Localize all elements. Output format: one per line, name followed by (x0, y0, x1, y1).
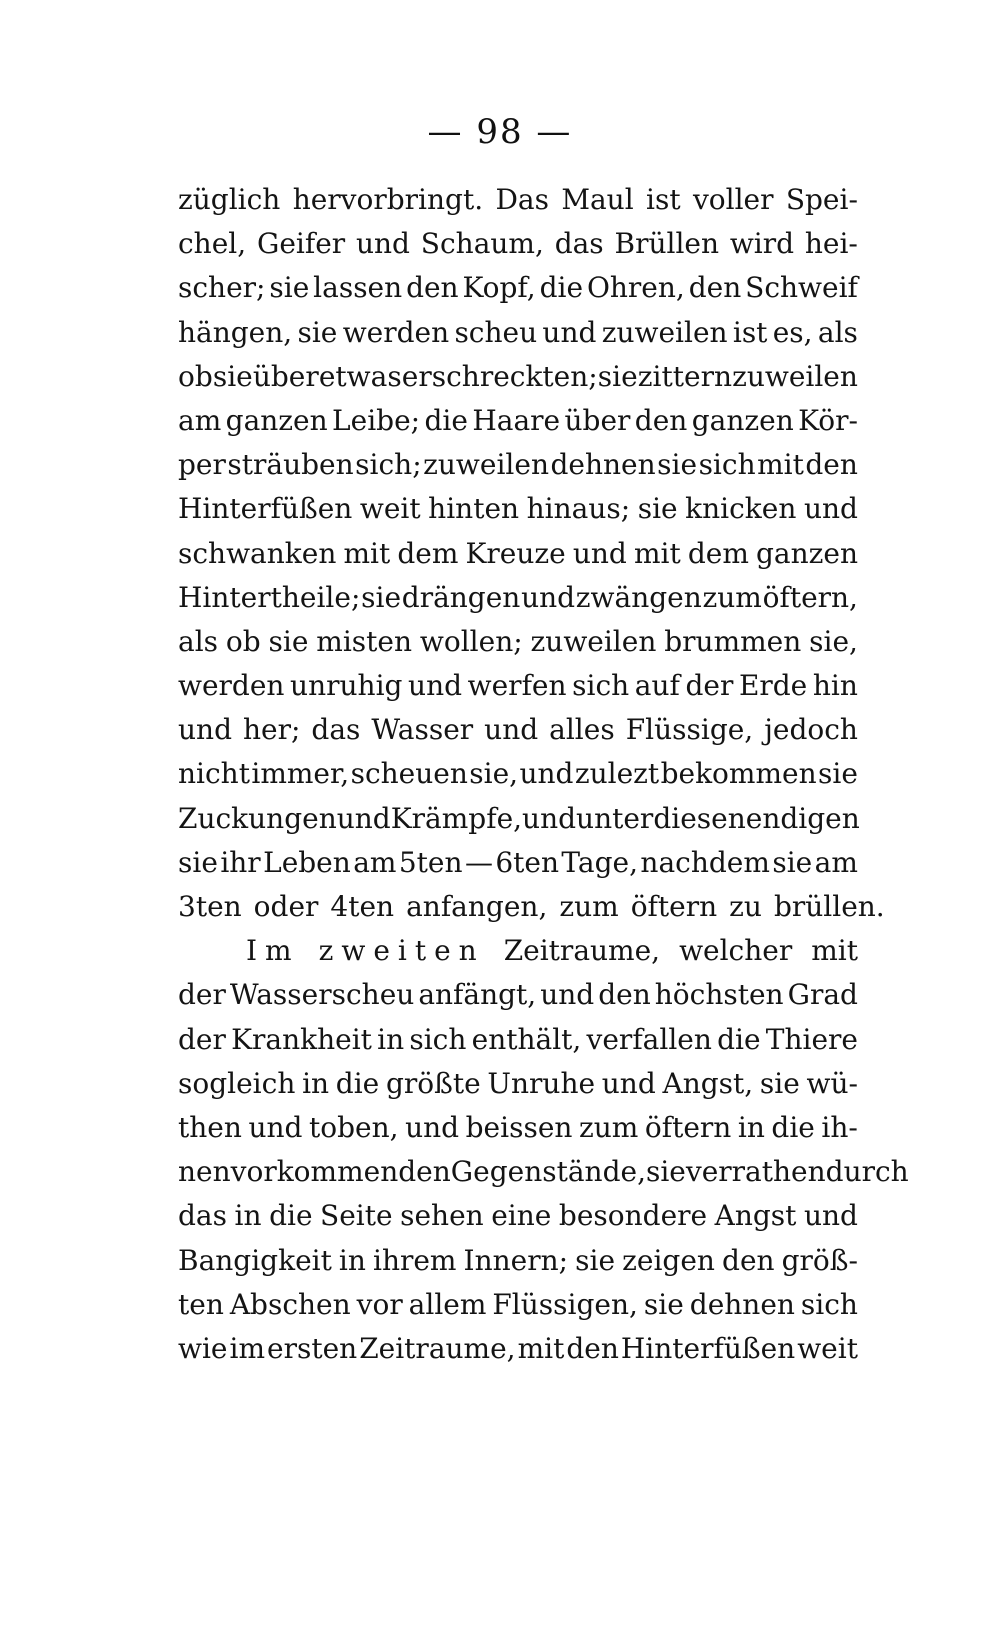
word: größ- (781, 1243, 858, 1277)
word: Hinterfüßen (620, 1331, 796, 1365)
word: und (408, 669, 463, 703)
word: diesen (653, 801, 746, 835)
word: als (178, 624, 219, 658)
word: zum (559, 890, 619, 923)
word: den (805, 448, 858, 482)
text-line (178, 487, 858, 531)
word: sehen (400, 1199, 484, 1233)
word: im (229, 1331, 266, 1365)
word: Erde (738, 669, 808, 703)
word: sie (361, 580, 402, 614)
word: Zeitraume, (503, 934, 661, 968)
word: mit (757, 448, 804, 482)
word: wird (729, 227, 795, 261)
word: verrathen (685, 1155, 826, 1189)
word: über (564, 403, 631, 437)
word: weit (797, 1331, 858, 1365)
word: ganzen (225, 403, 328, 437)
word: immer, (251, 757, 350, 791)
text-line (178, 532, 858, 576)
word: besondere (558, 1199, 708, 1233)
text-line (178, 797, 858, 841)
word: zulezt (574, 757, 660, 791)
word: Tage, (561, 845, 639, 879)
word: die (424, 403, 468, 437)
text-line (178, 1239, 858, 1283)
word: und (521, 580, 576, 614)
word: in (737, 1110, 765, 1144)
word: sie (597, 359, 638, 393)
word: 5ten (398, 845, 463, 879)
word: werfen (467, 669, 567, 703)
word: in (338, 1243, 366, 1277)
word: nicht (178, 757, 250, 791)
word: oder (253, 890, 319, 923)
word: die (717, 1022, 761, 1056)
word: unter (576, 801, 654, 835)
body-text (178, 178, 909, 1371)
word: beissen (465, 1110, 573, 1144)
word: 6ten (495, 845, 560, 879)
word: Leben (263, 845, 351, 879)
word: Abschen (229, 1287, 351, 1321)
word: 3ten (178, 890, 242, 923)
word: hängen, (178, 315, 293, 349)
word: züglich (178, 183, 281, 216)
word: Angst (714, 1199, 797, 1233)
word: per (178, 448, 226, 482)
word: Leibe; (332, 403, 421, 437)
word: zuweilen (601, 315, 728, 349)
word: öftern (644, 1110, 732, 1144)
word: Flüssigen, (492, 1287, 638, 1321)
word: werden (178, 669, 285, 703)
word: und (803, 492, 858, 526)
word: die (539, 271, 584, 305)
word: sie, (809, 624, 858, 658)
word: Gegenstände, (450, 1155, 646, 1189)
word: etwas (318, 359, 402, 393)
word: wollen; (419, 624, 523, 658)
word: Das (495, 183, 549, 216)
word: nachdem (640, 845, 770, 879)
word: und (540, 978, 595, 1012)
word: in (302, 1066, 330, 1100)
word: scheuen (350, 757, 468, 791)
word: am (178, 403, 222, 437)
word: sie (643, 1287, 684, 1321)
word: Kör- (798, 403, 858, 437)
word: und (178, 713, 232, 747)
word: ob (178, 359, 213, 393)
word: es, (772, 315, 813, 349)
text-line (178, 222, 858, 266)
text-line (178, 1150, 909, 1194)
word: zittern (637, 359, 732, 393)
text-line (178, 1327, 858, 1371)
word: then (178, 1110, 242, 1144)
word: über (252, 359, 319, 393)
word: den (634, 403, 688, 437)
word: und (336, 801, 391, 835)
word: hei- (804, 227, 858, 261)
word: scheu (454, 315, 538, 349)
word: größte (385, 1066, 481, 1100)
word: verfallen (586, 1022, 712, 1056)
word: zum (578, 1110, 639, 1144)
word: allem (408, 1287, 487, 1321)
word: den (598, 978, 651, 1012)
word: zweiten (318, 934, 485, 968)
text-line (178, 752, 858, 796)
word: ob (225, 624, 261, 658)
word: sie (297, 315, 338, 349)
text-line (178, 841, 858, 885)
word: die (771, 1110, 815, 1144)
word: enthält, (471, 1022, 582, 1056)
word: ihrem (372, 1243, 457, 1277)
word: weit (359, 492, 421, 526)
word: sich (572, 669, 630, 703)
word: zuweilen (530, 624, 657, 658)
word: Ohren, (586, 271, 685, 305)
word: misten (316, 624, 413, 658)
word: wü- (806, 1066, 858, 1100)
word: wie (178, 1331, 228, 1365)
word: hin (812, 669, 858, 703)
word: zuweilen (732, 359, 858, 393)
word: der (178, 1022, 226, 1056)
word: ih- (821, 1110, 858, 1144)
word: ganzen (691, 403, 794, 437)
word: höchsten (654, 978, 784, 1012)
word: sie (268, 624, 309, 658)
word: das (178, 1199, 227, 1233)
word: und (405, 1110, 460, 1144)
word: sie (178, 845, 218, 879)
word: hinaus; (526, 492, 631, 526)
word: am (353, 845, 397, 879)
word: eine (491, 1199, 552, 1233)
word: vorkommenden (230, 1155, 451, 1189)
word: und (519, 757, 574, 791)
text-line (178, 620, 858, 664)
word: Zuckungen (178, 801, 337, 835)
word: zu (729, 890, 762, 923)
word: anfängt, (418, 978, 537, 1012)
word: dem (397, 536, 459, 570)
word: und (803, 1199, 858, 1233)
word: anfangen, (406, 890, 548, 923)
word: Hintertheile; (178, 580, 361, 614)
word: mit (633, 536, 681, 570)
word: sie, (469, 757, 519, 791)
word: Spei- (785, 183, 858, 216)
word: Kopf, (462, 271, 536, 305)
text-line (178, 443, 858, 487)
text-line (178, 266, 858, 310)
word: ist (646, 183, 681, 216)
word: hinten (428, 492, 520, 526)
word: drängen (401, 580, 521, 614)
word: Grad (787, 978, 858, 1012)
word: lassen (313, 271, 403, 305)
word: chel, (178, 227, 247, 261)
text-line (178, 1018, 858, 1062)
word: welcher (679, 934, 793, 968)
word: die (335, 1066, 380, 1100)
word: Schaum, (420, 227, 544, 261)
word: jedoch (764, 713, 858, 747)
word: sie (637, 492, 678, 526)
text-line (178, 399, 858, 443)
word: dem (687, 536, 749, 570)
word: als (817, 315, 858, 349)
word: öftern, (762, 580, 858, 614)
text-line (178, 708, 858, 752)
word: vor (356, 1287, 403, 1321)
word: ganzen (755, 536, 858, 570)
word: und (572, 536, 627, 570)
word: sich; (355, 448, 422, 482)
word: das (554, 227, 604, 261)
word: — (464, 845, 493, 879)
page-number: — 98 — (427, 112, 573, 152)
word: sogleich (178, 1066, 296, 1100)
word: schwanken (178, 536, 337, 570)
word: den (566, 1331, 619, 1365)
word: 4ten (330, 890, 395, 923)
word: Zeitraume, (359, 1331, 516, 1365)
word: Flüssige, (625, 713, 754, 747)
word: Krämpfe, (390, 801, 523, 835)
word: ihr (220, 845, 261, 879)
word: und (601, 1066, 656, 1100)
word: sie (772, 845, 813, 879)
word: den (722, 1243, 775, 1277)
word: ist (732, 315, 768, 349)
word: voller (692, 183, 774, 216)
text-line (178, 178, 858, 222)
word: mit (517, 1331, 565, 1365)
text-line (178, 885, 885, 929)
word: zwängen (575, 580, 702, 614)
word: sie (759, 1066, 800, 1100)
word: der (685, 669, 734, 703)
word: Wasserscheu (229, 978, 415, 1012)
word: ersten (267, 1331, 358, 1365)
word: Kreuze (465, 536, 566, 570)
word: sich (698, 448, 756, 482)
word: mit (811, 934, 858, 968)
word: dehnen (689, 1287, 795, 1321)
word: erschreckten; (401, 359, 598, 393)
word: mit (343, 536, 391, 570)
word: unruhig (290, 669, 403, 703)
word: alles (549, 713, 615, 747)
word: Maul (561, 183, 634, 216)
text-line (178, 311, 858, 355)
word: brummen (664, 624, 802, 658)
word: brüllen. (773, 890, 885, 923)
word: scher; (178, 271, 266, 305)
word: die (269, 1199, 313, 1233)
word: sie (212, 359, 253, 393)
text-line (178, 929, 858, 973)
word: öftern (630, 890, 718, 923)
word: Angst, (662, 1066, 754, 1100)
word: Im (246, 934, 300, 968)
word: sie (657, 448, 698, 482)
word: her; (243, 713, 301, 747)
word: ten (178, 1287, 224, 1321)
word: Thiere (765, 1022, 858, 1056)
word: Innern; (463, 1243, 569, 1277)
text-line (178, 1194, 858, 1238)
word: zeigen (622, 1243, 715, 1277)
word: den (406, 271, 459, 305)
word: hervorbringt. (292, 183, 484, 216)
word: Wasser (371, 713, 474, 747)
text-line (178, 576, 858, 620)
word: durch (825, 1155, 909, 1189)
word: endigen (745, 801, 860, 835)
text-line (178, 1283, 858, 1327)
word: sie (645, 1155, 686, 1189)
word: der (178, 978, 226, 1012)
word: und (522, 801, 577, 835)
word: in (234, 1199, 262, 1233)
text-line (178, 664, 858, 708)
word: das (311, 713, 361, 747)
word: werden (342, 315, 450, 349)
word: am (814, 845, 858, 879)
word: und (542, 315, 597, 349)
text-line (178, 355, 858, 399)
word: nen (178, 1155, 231, 1189)
word: zuweilen (423, 448, 549, 482)
word: sie (575, 1243, 616, 1277)
word: Bangigkeit (178, 1243, 332, 1277)
word: und (484, 713, 539, 747)
word: Seite (320, 1199, 393, 1233)
word: sich (800, 1287, 858, 1321)
word: dehnen (550, 448, 656, 482)
word: den (688, 271, 742, 305)
word: Schweif (745, 271, 858, 305)
word: zum (702, 580, 762, 614)
word: auf (634, 669, 680, 703)
word: Krankheit (231, 1022, 372, 1056)
word: Brüllen (614, 227, 720, 261)
word: sie (818, 757, 858, 791)
word: knicken (685, 492, 797, 526)
word: sie (269, 271, 310, 305)
word: sich (409, 1022, 467, 1056)
text-line (178, 1106, 858, 1150)
word: und (355, 227, 410, 261)
word: Hinterfüßen (178, 492, 353, 526)
word: toben, (308, 1110, 399, 1144)
word: sträuben (227, 448, 354, 482)
text-line (178, 1062, 858, 1106)
word: Geifer (256, 227, 346, 261)
word: und (248, 1110, 303, 1144)
word: bekommen (660, 757, 817, 791)
word: Haare (472, 403, 561, 437)
word: Unruhe (487, 1066, 596, 1100)
text-line (178, 973, 858, 1017)
word: in (377, 1022, 405, 1056)
